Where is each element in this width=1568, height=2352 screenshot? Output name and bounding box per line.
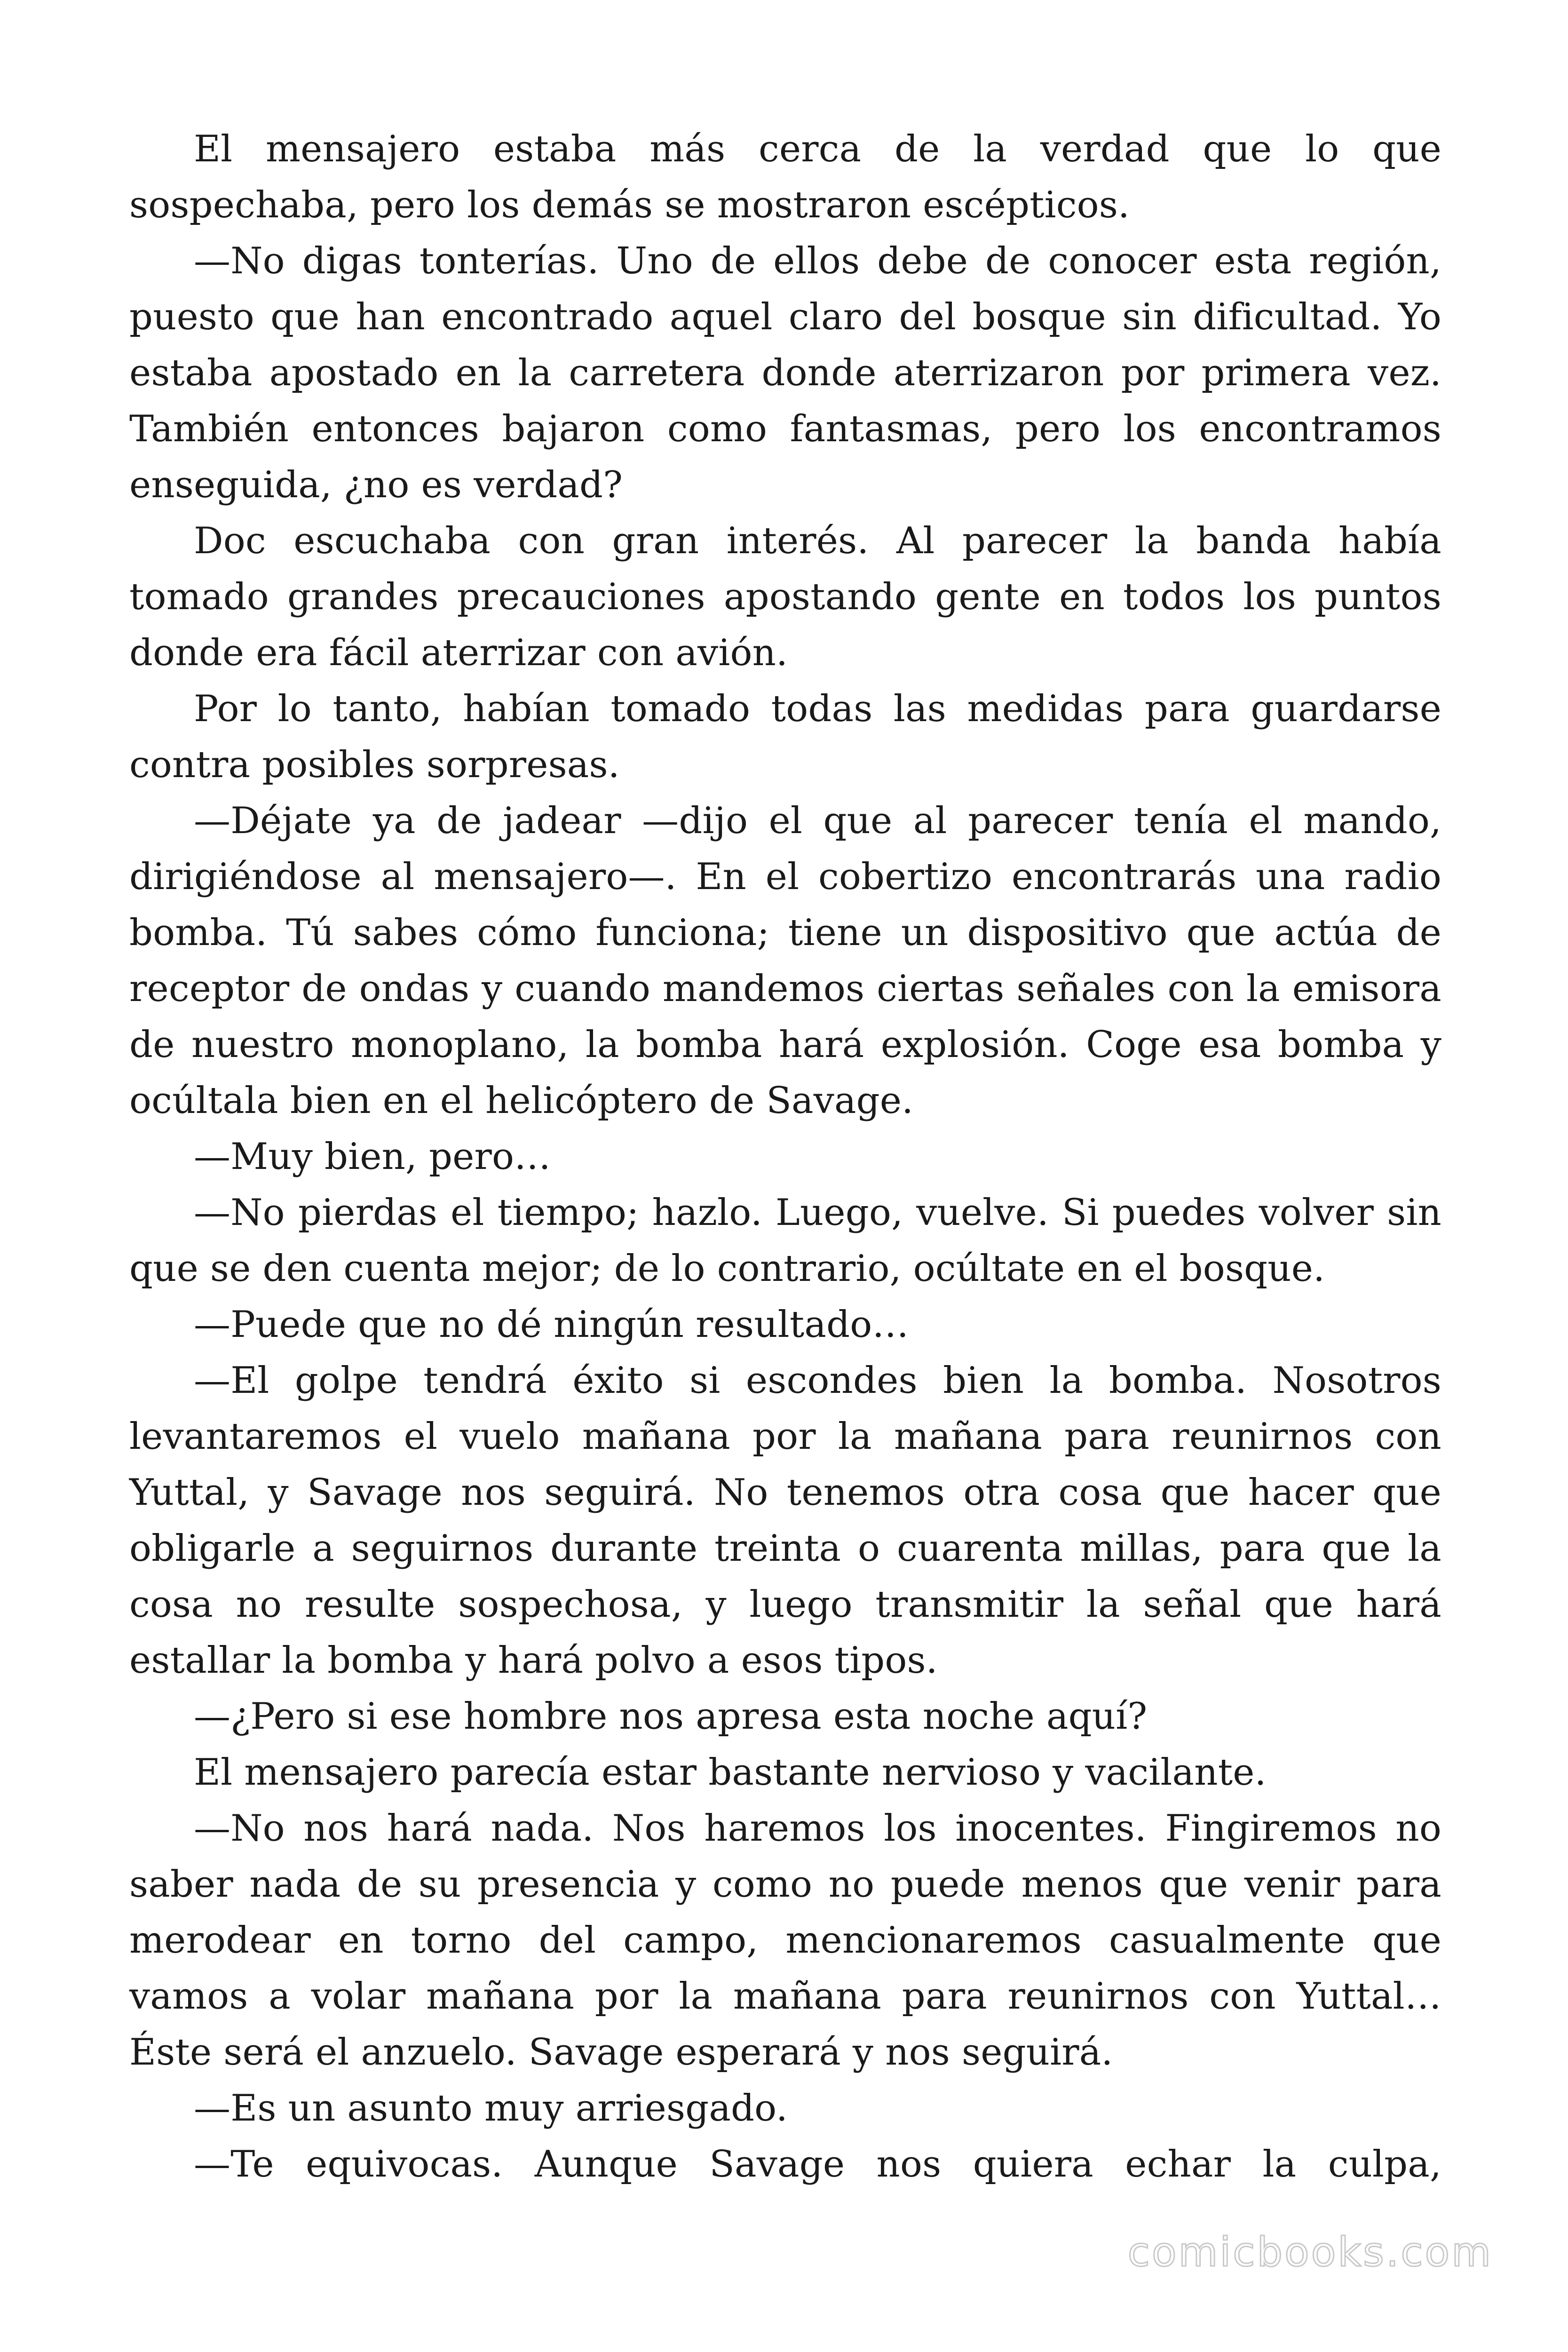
paragraph-1: El mensajero estaba más cerca de la verdad que lo que sospechaba, pero los demás se mostraron escépticos. — [129, 128, 1441, 226]
paragraph-13: —Es un asunto muy arriesgado. — [194, 2087, 788, 2130]
paragraph-4: Por lo tanto, habían tomado todas las medidas para guardarse contra posibles sorpresas. — [129, 688, 1441, 786]
paragraph-9: —El golpe tendrá éxito si escondes bien la bomba. Nosotros levantaremos el vuelo mañana por la mañana para reunirnos con Yuttal, y Savage nos seguirá. No tenemos otra cosa que hacer que obligarle a seguirnos durante treinta o cuarenta millas, para que la cosa no resulte sospechosa, y luego transmitir la señal que hará estallar la bomba y hará polvo a esos tipos. — [129, 1359, 1441, 1682]
watermark: comicbooks.com — [1127, 2229, 1493, 2276]
paragraph-7: —No pierdas el tiempo; hazlo. Luego, vuelve. Si puedes volver sin que se den cuenta mejor; de lo contrario, ocúltate en el bosque. — [129, 1192, 1441, 1290]
page-body — [129, 121, 1441, 2193]
paragraph-2: —No digas tonterías. Uno de ellos debe de conocer esta región, puesto que han encontrado aquel claro del bosque sin dificultad. Yo estaba apostado en la carretera donde aterrizaron por primera vez. También entonces bajaron como fantasmas, pero los encontramos enseguida, ¿no es verdad? — [129, 240, 1441, 506]
paragraph-6: —Muy bien, pero… — [194, 1136, 551, 1178]
paragraph-12: —No nos hará nada. Nos haremos los inocentes. Fingiremos no saber nada de su presencia y como no puede menos que venir para merodear en torno del campo, mencionaremos casualmente que vamos a volar mañana por la mañana para reunirnos con Yuttal… Éste será el anzuelo. Savage esperará y nos seguirá. — [129, 1807, 1441, 2074]
paragraph-10: —¿Pero si ese hombre nos apresa esta noche aquí? — [194, 1695, 1148, 1738]
paragraph-8: —Puede que no dé ningún resultado… — [194, 1303, 909, 1346]
paragraph-5: —Déjate ya de jadear —dijo el que al parecer tenía el mando, dirigiéndose al mensajero—. En el cobertizo encontrarás una radio bomba. Tú sabes cómo funciona; tiene un dispositivo que actúa de receptor de ondas y cuando mandemos ciertas señales con la emisora de nuestro monoplano, la bomba hará explosión. Coge esa bomba y ocúltala bien en el helicóptero de Savage. — [129, 800, 1441, 1122]
paragraph-11: El mensajero parecía estar bastante nervioso y vacilante. — [194, 1751, 1267, 1794]
paragraph-14: —Te equivocas. Aunque Savage nos quiera echar la culpa, — [194, 2143, 1441, 2185]
paragraph-3: Doc escuchaba con gran interés. Al parecer la banda había tomado grandes precauciones apostando gente en todos los puntos donde era fácil aterrizar con avión. — [129, 520, 1441, 674]
